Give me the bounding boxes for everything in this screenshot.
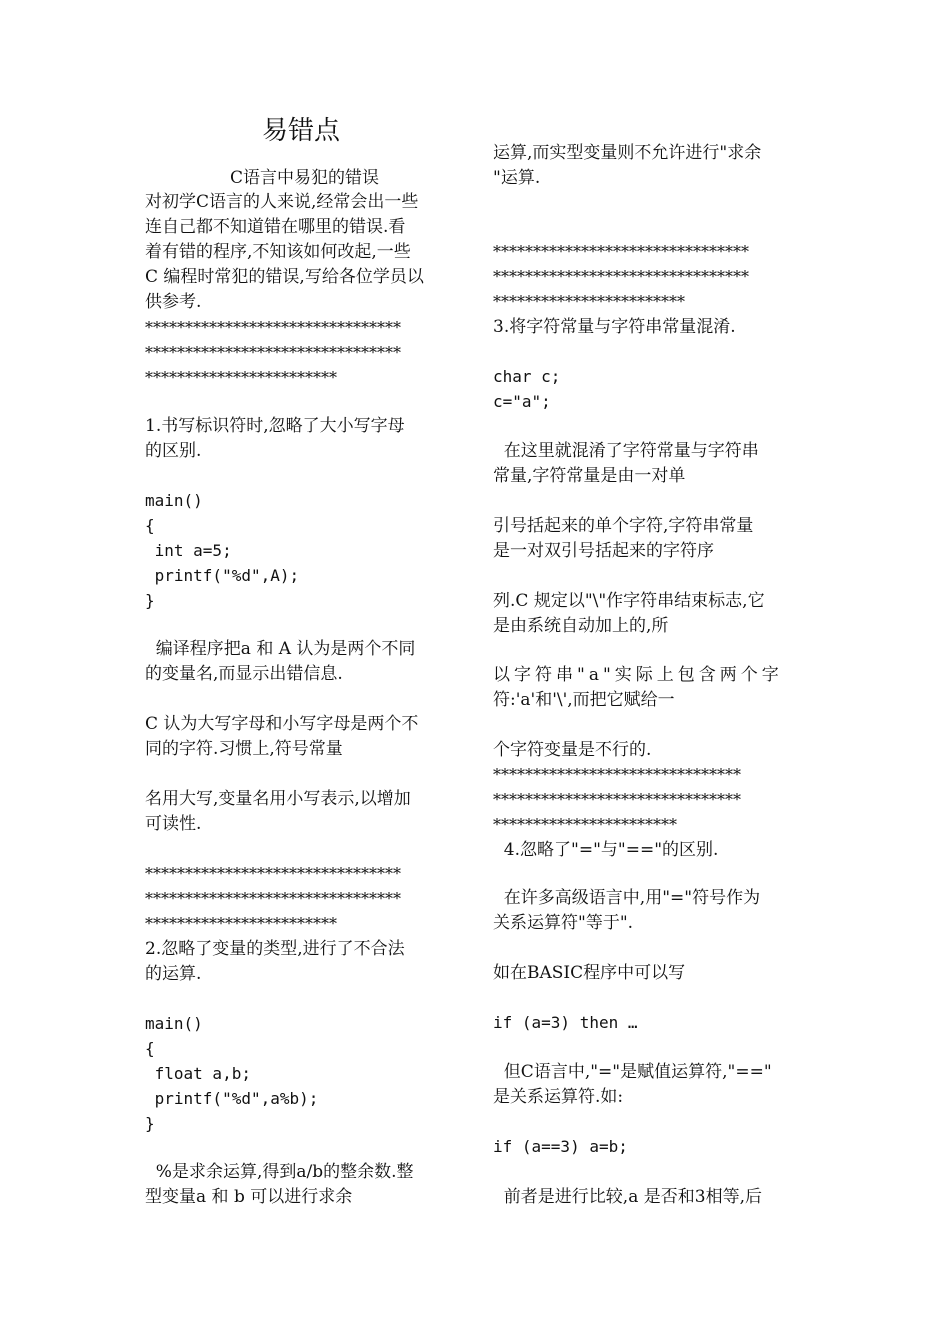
separator-line: ************************ <box>145 368 337 387</box>
code-line: int a=5; <box>145 541 232 560</box>
text-line: 如在BASIC程序中可以写 <box>493 963 686 983</box>
text-line: 连自己都不知道错在哪里的错误.看 <box>145 217 406 237</box>
text-line: 同的字符.习惯上,符号常量 <box>145 739 343 759</box>
text-line: 是由系统自动加上的,所 <box>493 616 669 636</box>
separator-line: ******************************** <box>493 267 749 286</box>
text-line: C 认为大写字母和小写字母是两个不 <box>145 714 419 734</box>
text-line: 可读性. <box>145 814 202 834</box>
text-line: 对初学C语言的人来说,经常会出一些 <box>145 192 419 212</box>
code-line: char c; <box>493 367 561 386</box>
code-line: if (a=3) then … <box>493 1013 638 1032</box>
text-line: 的变量名,而显示出错信息. <box>145 664 343 684</box>
code-line: if (a==3) a=b; <box>493 1137 628 1156</box>
text-line: 个字符变量是不行的. <box>493 740 652 760</box>
text-line: %是求余运算,得到a/b的整余数.整 <box>145 1162 414 1182</box>
separator-line: ************************ <box>493 292 685 311</box>
text-line: 的区别. <box>145 441 202 461</box>
code-line: c="a"; <box>493 392 551 411</box>
text-line: 关系运算符"等于". <box>493 913 634 933</box>
code-line: } <box>145 1114 155 1133</box>
section-heading: 1.书写标识符时,忽略了大小写字母 <box>145 416 405 436</box>
text-line: 供参考. <box>145 292 202 312</box>
doc-subtitle: C语言中易犯的错误 <box>230 168 380 188</box>
separator-line: ******************************** <box>493 242 749 261</box>
text-line: 常量,字符常量是由一对单 <box>493 466 686 486</box>
separator-line: ******************************** <box>145 864 401 883</box>
separator-line: ******************************** <box>145 889 401 908</box>
separator-line: ******************************** <box>145 343 401 362</box>
text-line: 名用大写,变量名用小写表示,以增加 <box>145 789 411 809</box>
code-line: { <box>145 1039 155 1058</box>
separator-line: ******************************** <box>145 318 401 337</box>
separator-line: ************************ <box>145 914 337 933</box>
text-line: 符:'a'和'\',而把它赋给一 <box>493 690 675 710</box>
code-line: main() <box>145 1014 203 1033</box>
text-line: 在这里就混淆了字符常量与字符串 <box>493 441 759 461</box>
code-line: printf("%d",A); <box>145 566 300 585</box>
text-line: 在许多高级语言中,用"="符号作为 <box>493 888 761 908</box>
section-heading: 4.忽略了"="与"=="的区别. <box>493 840 719 860</box>
text-line: 型变量a 和 b 可以进行求余 <box>145 1187 353 1207</box>
section-heading: 2.忽略了变量的类型,进行了不合法 <box>145 939 405 959</box>
code-line: { <box>145 516 155 535</box>
text-line: 以字符串"a"实际上包含两个字 <box>493 665 783 685</box>
text-line: 但C语言中,"="是赋值运算符,"==" <box>493 1062 772 1082</box>
text-line: "运算. <box>493 168 541 188</box>
text-line: 的运算. <box>145 964 202 984</box>
text-line: 是一对双引号括起来的字符序 <box>493 541 714 561</box>
code-line: main() <box>145 491 203 510</box>
text-line: 前者是进行比较,a 是否和3相等,后 <box>493 1187 762 1207</box>
text-line: 编译程序把a 和 A 认为是两个不同 <box>145 639 416 659</box>
text-line: 列.C 规定以"\"作字符串结束标志,它 <box>493 591 765 611</box>
text-line: 引号括起来的单个字符,字符串常量 <box>493 516 754 536</box>
text-line: 运算,而实型变量则不允许进行"求余 <box>493 143 762 163</box>
text-line: 是关系运算符.如: <box>493 1087 624 1107</box>
separator-line: ******************************* <box>493 790 741 809</box>
section-heading: 3.将字符常量与字符串常量混淆. <box>493 317 736 337</box>
text-line: C 编程时常犯的错误,写给各位学员以 <box>145 267 424 287</box>
code-line: printf("%d",a%b); <box>145 1089 319 1108</box>
code-line: } <box>145 591 155 610</box>
code-line: float a,b; <box>145 1064 251 1083</box>
separator-line: *********************** <box>493 815 677 834</box>
text-line: 着有错的程序,不知该如何改起,一些 <box>145 242 411 262</box>
separator-line: ******************************* <box>493 765 741 784</box>
doc-title: 易错点 <box>262 116 341 146</box>
